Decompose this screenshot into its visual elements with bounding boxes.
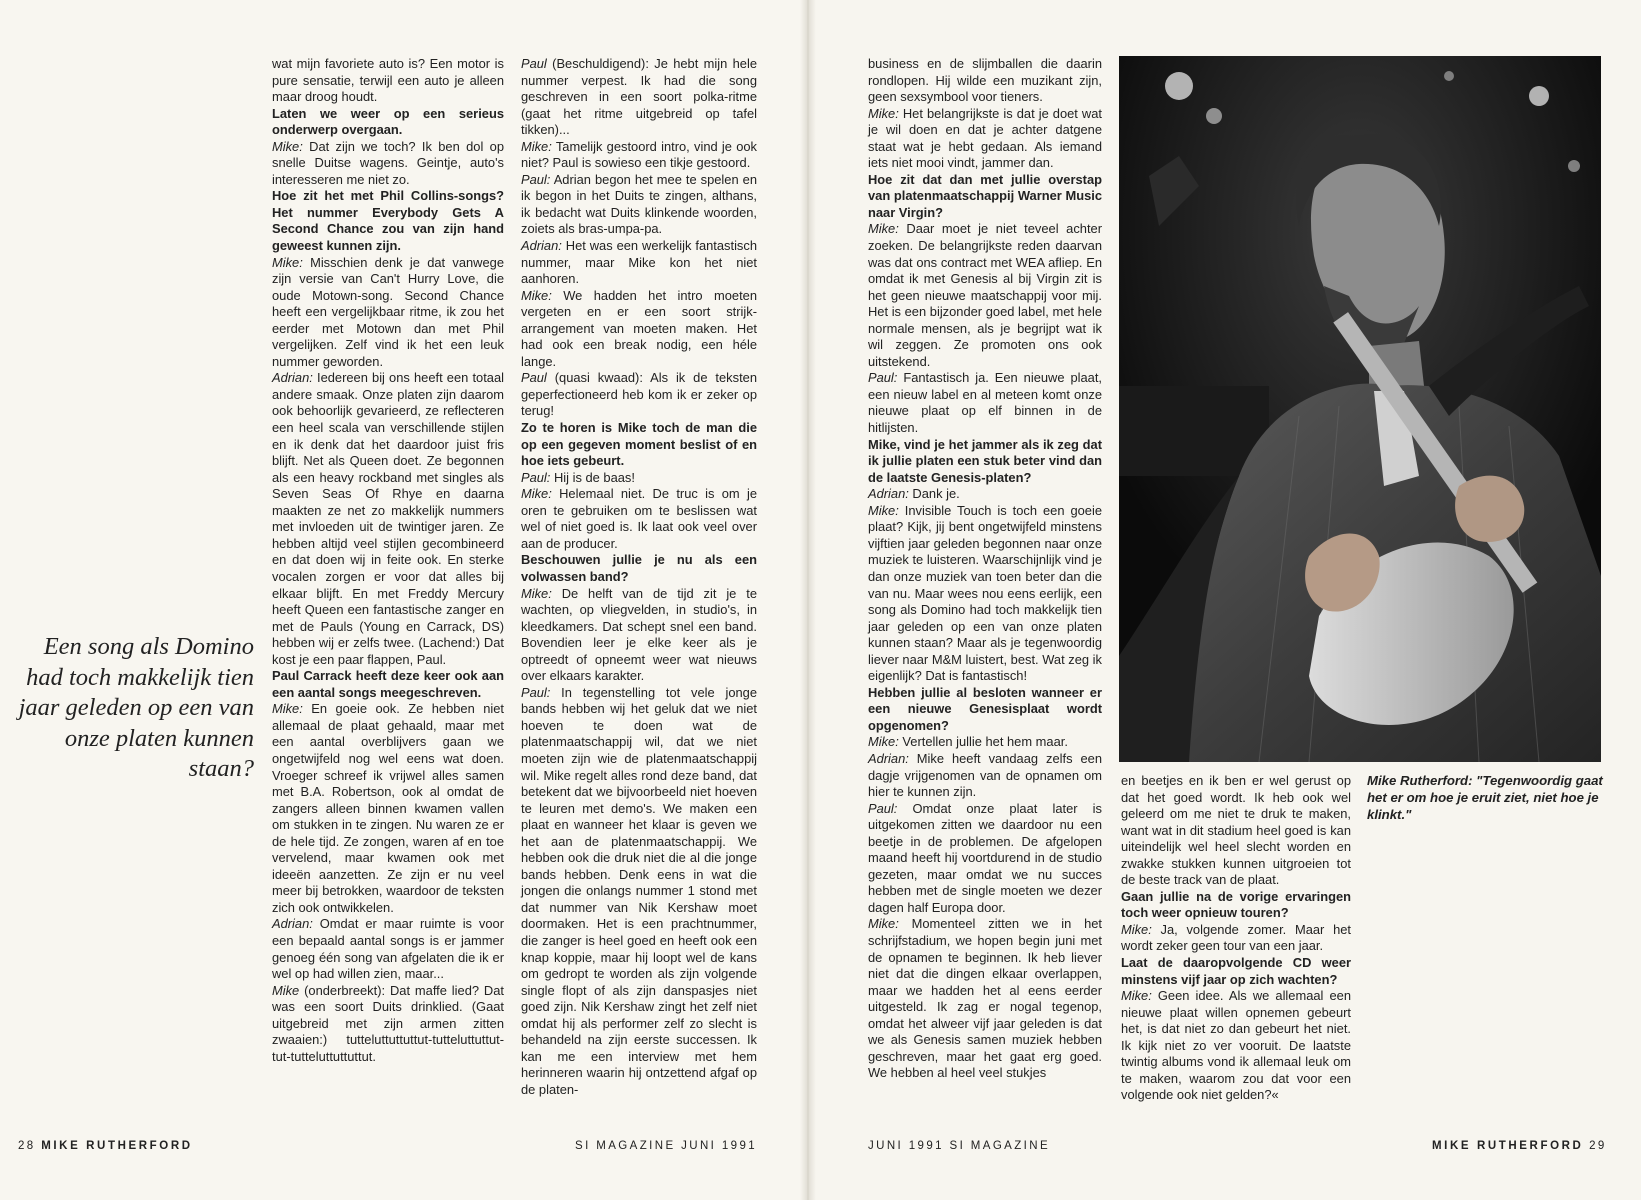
answer-text: Invisible Touch is toch een goeie plaat? Kijk, jij bent ongetwijfeld minstens vijftien jaar geleden begonnen naar onze muziek te luisteren. Waarschijnlijk vind je dan onze muziek van toen beter dan die van nu. Maar wees nou eens eerlijk, een song als Domino had toch makkelijk tien jaar geleden op een van onze platen kunnen staan? Maar als je tegenwoordig liever naar M&M luistert, best. Wat zeg ik eigenlijk? Dat is fantastisch! (868, 502, 1102, 684)
speaker-name: Adrian: (868, 750, 909, 766)
interview-answer (868, 503, 1102, 685)
interview-question: Gaan jullie na de vorige ervaringen toch weer opnieuw touren? (1121, 888, 1351, 921)
speaker-name: Mike: (272, 138, 303, 154)
interview-question: Beschouwen jullie je nu als een volwassen band? (521, 552, 757, 584)
interview-question: Hoe zit dat dan met jullie overstap van platenmaatschappij Warner Music naar Virgin? (868, 171, 1102, 220)
interview-question: Mike, vind je het jammer als ik zeg dat ik jullie platen een stuk beter vind dan de laatste Genesis-platen? (868, 436, 1102, 485)
pull-quote: Een song als Domino had toch makkelijk tien jaar geleden op een van onze platen kunnen staan? (18, 633, 254, 782)
speaker-name: Mike: (521, 138, 552, 154)
speaker-name: Mike: (272, 254, 303, 270)
answer-text: Adrian begon het mee te spelen en ik begon in het Duits te zingen, althans, ik bedacht wat Duits klinkende woorden, zoiets als bras-umpa-pa. (521, 171, 757, 237)
answer-text: De helft van de tijd zit je te wachten, op vliegvelden, in studio's, in kleedkamers. Dat schept snel een band. Bovendien leer je elke keer als je optreedt of opneemt weer wat nieuws over elkaars karakter. (521, 585, 757, 684)
speaker-name: Mike: (868, 502, 899, 518)
answer-text: (Beschuldigend): Je hebt mijn hele nummer verpest. Ik had die song geschreven in een soort polka-ritme (gaat het ritme uitgebreid op tafel tikken)... (521, 56, 757, 138)
interview-question: Laten we weer op een serieus onderwerp overgaan. (272, 105, 504, 138)
answer-text: Omdat er maar ruimte is voor een bepaald aantal songs is er jammer genoeg één song van afgelaten die ik er wel op had willen zien, maar... (272, 916, 504, 982)
interview-answer (272, 916, 504, 982)
answer-text: Hij is de baas! (550, 469, 635, 485)
body-text: wat mijn favoriete auto is? Een motor is pure sensatie, terwijl een auto je alleen maar droog houdt. (272, 56, 504, 105)
interview-answer (521, 685, 757, 1099)
speaker-name: Mike (272, 982, 300, 998)
interview-answer (868, 801, 1102, 917)
interview-answer (868, 916, 1102, 1081)
footer-right (1432, 1140, 1607, 1152)
interview-answer (521, 370, 757, 420)
answer-text: Iedereen bij ons heeft een totaal andere smaak. Onze platen zijn daarom ook behoorlijk gevarieerd, ze reflecteren een heel scala van verschillende stijlen en ik denk dat het daardoor juist fris blijft. Net als Queen doet. Ze begonnen als een heavy rockband met singles als Seven Seas Of Rhye en daarna maakten ze net zo makkelijk nummers met invloeden uit de twintiger jaren. Ze hebben altijd veel stijlen gecombineerd en dat doen wij in feite ook. En sterke vocalen zorgen er voor dat alles bij elkaar blijft. En met Freddy Mercury heeft Queen een fantastische zanger en met de Pauls (Young en Carrack, DS) hebben wij er zelfs twee. (Lachend:) Dat kost je een paar flappen, Paul. (272, 370, 504, 667)
interview-question: Paul Carrack heeft deze keer ook aan een aantal songs meegeschreven. (272, 668, 504, 700)
interview-answer (521, 139, 757, 172)
photo-graphic (1119, 56, 1601, 762)
speaker-name: Paul (521, 56, 547, 71)
speaker-name: Paul (521, 370, 547, 386)
speaker-name: Paul: (868, 370, 898, 386)
page-gutter (800, 0, 816, 1200)
footer-right-magazine: JUNI 1991 SI MAGAZINE (868, 1140, 1051, 1152)
speaker-name: Mike: (868, 734, 899, 750)
speaker-name: Paul: (521, 469, 551, 485)
interview-answer (1121, 988, 1351, 1104)
speaker-name: Adrian: (868, 486, 909, 502)
body-text: en beetjes en ik ben er wel gerust op dat het goed wordt. Ik heb ook wel geleerd om me niet te druk te maken, want wat in dit stadium heel goed is kan uiteindelijk wel heel slecht worden en zwakke stukken kunnen uitgroeien tot de beste track van de plaat. (1121, 773, 1351, 888)
interview-answer (272, 139, 504, 189)
interview-question: Hebben jullie al besloten wanneer er een nieuwe Genesisplaat wordt opgenomen? (868, 684, 1102, 733)
speaker-name: Mike: (521, 287, 552, 303)
interview-question: Zo te horen is Mike toch de man die op een gegeven moment beslist of en hoe iets gebeurt. (521, 420, 757, 469)
right-page-number: 29 (1589, 1140, 1607, 1152)
answer-text: Ja, volgende zomer. Maar het wordt zeker geen tour van een jaar. (1121, 921, 1351, 954)
answer-text: Misschien denk je dat vanwege zijn versie van Can't Hurry Love, die oude Motown-song. Second Chance heeft een vergelijkbaar ritme, ik zou het eerder met Motown dan met Phil vergelijken. Zelf vind ik het een leuk nummer geworden. (272, 254, 504, 369)
interview-answer (868, 751, 1102, 801)
photo-caption: Mike Rutherford: "Tegenwoordig gaat het er om hoe je eruit ziet, niet hoe je klinkt." (1367, 773, 1603, 822)
interview-answer (868, 734, 1102, 751)
speaker-name: Mike: (1121, 921, 1152, 937)
answer-text: Vertellen jullie het hem maar. (898, 734, 1068, 750)
answer-text: Dat zijn we toch? Ik ben dol op snelle Duitse wagens. Geintje, auto's interesseren me niet zo. (272, 138, 504, 187)
footer-left-title: MIKE RUTHERFORD (41, 1140, 193, 1152)
interview-answer (272, 701, 504, 916)
interview-answer (521, 56, 757, 139)
speaker-name: Paul: (521, 684, 551, 700)
interview-answer (521, 486, 757, 552)
speaker-name: Mike: (521, 585, 552, 601)
answer-text: Daar moet je niet teveel achter zoeken. De belangrijkste reden daarvan was dat ons contract met WEA afliep. En omdat ik met Genesis al bij Virgin zit is het geen nieuwe maatschappij voor mij. Het is een bijzonder goed label, met hele normale mensen, als je begrijpt wat ik wil zeggen. Ze promoten ons ook uitstekend. (868, 221, 1102, 369)
speaker-name: Paul: (521, 171, 551, 187)
interview-answer (272, 255, 504, 371)
answer-text: Helemaal niet. De truc is om je oren te gebruiken om te beslissen wat wel of niet goed is. Ik laat ook veel over aan de producer. (521, 486, 757, 551)
interview-answer (1121, 922, 1351, 955)
answer-text: Mike heeft vandaag zelfs een dagje vrijgenomen van de opnamen om hier te kunnen zijn. (868, 750, 1102, 800)
speaker-name: Mike: (1121, 988, 1152, 1004)
speaker-name: Adrian: (521, 238, 562, 254)
interview-answer (272, 983, 504, 1066)
interview-answer (272, 370, 504, 668)
photo-mike-rutherford-guitar (1119, 56, 1601, 762)
left-page-number: 28 (18, 1140, 36, 1152)
speaker-name: Adrian: (272, 370, 313, 386)
answer-text: Het was een werkelijk fantastisch nummer, maar Mike kon het niet aanhoren. (521, 238, 757, 287)
answer-text: Tamelijk gestoord intro, vind je ook niet? Paul is sowieso een tikje gestoord. (521, 138, 757, 171)
article-column-2 (521, 56, 757, 1098)
footer-left (18, 1140, 193, 1152)
answer-text: Het belangrijkste is dat je doet wat je wil doen en dat je achter datgene staat wat je hebt gedaan. Als iemand iets niet mooi vindt, jammer dan. (868, 105, 1102, 171)
speaker-name: Paul: (868, 800, 898, 816)
speaker-name: Mike: (272, 701, 303, 717)
answer-text: In tegenstelling tot vele jonge bands hebben wij het geluk dat we niet hoeven te doen wat de platenmaatschappij wil, dat we niet moeten zijn wie de platenmaatschappij wil. Mike regelt alles rond deze band, dat betekent dat we bijvoorbeeld niet hoeven te leuren met demo's. We maken een plaat en wanneer het klaar is geven we het aan de platenmaatschappij. We hebben ook die druk niet die al die jonge bands hebben. Denk eens in wat die jongen die onlangs nummer 1 stond met dat nummer van Nik Kershaw moet doormaken. Het is een prachtnummer, die zanger is heel goed en heeft ook een knap koppie, maar hij loopt wel de kans om gedropt te worden als zijn volgende single flopt of als zijn danspasjes niet goed zijn. Nik Kershaw zingt het zelf niet omdat hij als performer zelf zo slecht is behandeld na zijn eerste successen. Ik kan me een interview met hem herinneren waarin hij ontzettend afgaf op de platen- (521, 684, 757, 1097)
speaker-name: Mike: (521, 486, 552, 502)
answer-text: Momenteel zitten we in het schrijfstadium, we hopen begin juni met de opnamen te beginnen. Ik heb liever niet dat die dingen elkaar overlappen, maar we hadden het al eens eerder uitgesteld. Ik zag er nogal tegenop, omdat het alweer vijf jaar geleden is dat we als Genesis samen muziek hebben geschreven, maar het gaat erg goed. We hebben al heel veel stukjes (868, 916, 1102, 1081)
interview-answer (868, 370, 1102, 436)
answer-text: Omdat onze plaat later is uitgekomen zitten we daardoor nu een beetje in de problemen. De afgelopen maand heeft hij voortdurend in de studio gezeten, maar omdat we nu succes hebben met de single moeten we dezer dagen half Europa door. (868, 800, 1102, 915)
interview-answer (868, 106, 1102, 172)
interview-answer (868, 221, 1102, 370)
answer-text: Geen idee. Als we allemaal een nieuwe plaat willen opnemen gebeurt het, is dat niet zo dan gebeurt het niet. Ik kijk niet zo ver vooruit. De laatste twintig albums vond ik allemaal leuk om te maken, waarom zou dat voor een volgende ook niet gelden?« (1121, 988, 1351, 1103)
answer-text: Dank je. (908, 486, 960, 502)
answer-text: (quasi kwaad): Als ik de teksten geperfectioneerd heb kom ik er zeker op terug! (521, 370, 757, 419)
interview-answer (868, 486, 1102, 503)
interview-answer (521, 288, 757, 371)
interview-question: Laat de daaropvolgende CD weer minstens vijf jaar op zich wachten? (1121, 955, 1351, 987)
interview-answer (521, 172, 757, 238)
footer-right-title: MIKE RUTHERFORD (1432, 1140, 1584, 1152)
interview-answer (521, 586, 757, 685)
speaker-name: Adrian: (272, 916, 313, 932)
article-column-4 (1121, 773, 1351, 1104)
interview-answer (521, 470, 757, 487)
answer-text: Fantastisch ja. Een nieuwe plaat, een nieuw label en al meteen komt onze nieuwe plaat op elf binnen in de hitlijsten. (868, 370, 1102, 436)
speaker-name: Mike: (868, 105, 899, 121)
article-column-3 (868, 56, 1102, 1082)
interview-answer (521, 238, 757, 288)
speaker-name: Mike: (868, 916, 899, 932)
answer-text: (onderbreekt): Dat maffe lied? Dat was een soort Duits drinklied. (Gaat uitgebreid met zijn armen zitten zwaaien:) tutteluttuttuttut-tutteluttuttut-tut-tutteluttuttuttut. (272, 982, 504, 1064)
answer-text: En goeie ook. Ze hebben niet allemaal de plaat gehaald, maar met een aantal overblijvers gaan we ongetwijfeld nog wel eens wat doen. Vroeger schreef ik vrijwel alles samen met B.A. Robertson, ook al omdat de zangers alleen binnen kwamen vallen om stukken in te zingen. Nu waren ze er de hele tijd. Ze zongen, waren af en toe vervelend, maar kwamen ook met ideeën aanzetten. Ze zijn er nu veel meer bij betrokken, waardoor de teksten zich ook ontwikkelen. (272, 701, 504, 915)
body-text: business en de slijmballen die daarin rondlopen. Hij wilde een muzikant zijn, geen sexsymbool voor tieners. (868, 56, 1102, 105)
article-column-1 (272, 56, 504, 1065)
interview-question: Hoe zit het met Phil Collins-songs? Het nummer Everybody Gets A Second Chance zou van zijn hand geweest kunnen zijn. (272, 188, 504, 254)
speaker-name: Mike: (868, 221, 899, 237)
footer-left-magazine: SI MAGAZINE JUNI 1991 (575, 1140, 758, 1152)
answer-text: We hadden het intro moeten vergeten en er een soort strijk-arrangement van moeten maken. Het had ook een break nodig, een héle lange. (521, 287, 757, 369)
